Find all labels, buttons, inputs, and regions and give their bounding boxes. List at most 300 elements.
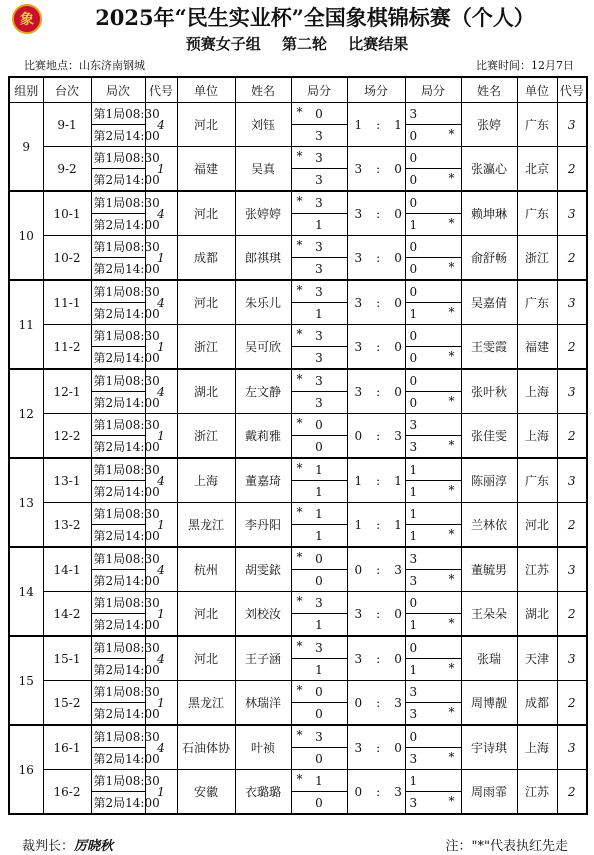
game-score: 3 [315, 350, 323, 365]
red-first-mark: * [448, 705, 455, 719]
game-score: 0 [409, 239, 418, 254]
red-first-mark: * [448, 171, 455, 185]
game-score-cell [405, 214, 461, 236]
match-score-part: 3 [394, 562, 402, 577]
match-score-part: : [376, 784, 381, 799]
match-score-part: : [376, 562, 381, 577]
match-score [347, 636, 405, 681]
game-score: 1 [409, 462, 418, 477]
game-score: 3 [315, 395, 323, 410]
session-time: 第2局14:00 [91, 481, 145, 503]
game-score-cell [291, 280, 347, 303]
game-score: 1 [409, 506, 418, 521]
board-number: 9-2 [43, 147, 91, 192]
session-time: 第2局14:00 [91, 792, 145, 815]
match-score-part: : [376, 295, 381, 310]
match-score [347, 681, 405, 726]
table-row [9, 147, 587, 169]
game-score: 1 [315, 217, 323, 232]
red-first-mark: * [296, 461, 303, 475]
left-unit: 石油体协 [177, 725, 235, 770]
right-unit: 成都 [517, 681, 557, 726]
game-score: 3 [315, 172, 323, 187]
game-score-cell [291, 592, 347, 614]
board-number: 11-1 [43, 280, 91, 325]
right-player-name: 宇诗琪 [461, 725, 517, 770]
match-score-part: 1 [394, 117, 402, 132]
left-unit: 浙江 [177, 325, 235, 370]
match-score-part: 0 [394, 651, 402, 666]
session-time: 第1局08:30 [91, 280, 145, 303]
right-player-name: 董毓男 [461, 547, 517, 592]
game-score: 0 [315, 751, 323, 766]
left-unit: 成都 [177, 236, 235, 281]
group-number: 13 [9, 458, 43, 547]
game-score-cell [405, 258, 461, 281]
game-score-cell [405, 280, 461, 303]
left-code: 4 [145, 369, 177, 414]
column-header: 单位 [517, 77, 557, 103]
red-first-mark: * [448, 305, 455, 319]
column-header: 组别 [9, 77, 43, 103]
session-time: 第2局14:00 [91, 347, 145, 370]
game-score-cell [291, 392, 347, 414]
game-score: 3 [315, 328, 323, 343]
group-number: 12 [9, 369, 43, 458]
left-code: 4 [145, 547, 177, 592]
match-score-part: : [376, 740, 381, 755]
left-player-name: 郎祺琪 [235, 236, 291, 281]
board-number: 10-2 [43, 236, 91, 281]
red-first-mark: * [448, 572, 455, 586]
game-score-cell [291, 748, 347, 770]
game-score: 1 [409, 617, 418, 632]
match-score-part: 0 [354, 428, 363, 443]
match-score-part: 1 [394, 473, 402, 488]
red-first-mark: * [296, 194, 303, 208]
game-score-cell [405, 503, 461, 525]
game-score: 1 [315, 506, 323, 521]
red-first-mark: * [296, 728, 303, 742]
game-score: 3 [409, 551, 418, 566]
match-score-part: : [376, 428, 381, 443]
session-time: 第2局14:00 [91, 748, 145, 770]
session-time: 第2局14:00 [91, 525, 145, 548]
red-first-mark: * [448, 260, 455, 274]
subtitle-round: 第二轮 [281, 35, 327, 53]
game-score-cell [405, 681, 461, 703]
right-player-name: 张婷 [461, 103, 517, 147]
game-score-cell [405, 458, 461, 481]
right-code: 2 [557, 236, 587, 281]
right-unit: 广东 [517, 280, 557, 325]
left-player-name: 张婷婷 [235, 191, 291, 236]
table-row [9, 191, 587, 214]
game-score: 1 [315, 462, 323, 477]
event-time: 比赛时间：12月7日 [476, 59, 574, 72]
game-score: 3 [315, 195, 323, 210]
left-unit: 河北 [177, 103, 235, 147]
game-score: 3 [409, 417, 418, 432]
match-score-part: 3 [394, 784, 402, 799]
match-score-part: 1 [394, 517, 402, 532]
right-player-name: 王朵朵 [461, 592, 517, 637]
session-time: 第2局14:00 [91, 570, 145, 592]
session-time: 第2局14:00 [91, 214, 145, 236]
game-score-cell [291, 703, 347, 726]
session-time: 第1局08:30 [91, 369, 145, 392]
match-score [347, 191, 405, 236]
game-score: 1 [315, 617, 323, 632]
group-number: 14 [9, 547, 43, 636]
right-player-name: 王雯霞 [461, 325, 517, 370]
right-player-name: 周雨霏 [461, 770, 517, 815]
table-row [9, 547, 587, 570]
match-score-part: 3 [354, 161, 363, 176]
right-player-name: 张佳雯 [461, 414, 517, 459]
game-score-cell [291, 481, 347, 503]
game-score-cell [291, 636, 347, 659]
game-score: 1 [409, 217, 418, 232]
right-player-name: 俞舒畅 [461, 236, 517, 281]
left-unit: 安徽 [177, 770, 235, 815]
right-player-name: 张叶秋 [461, 369, 517, 414]
game-score-cell [291, 681, 347, 703]
subtitle-results: 比赛结果 [348, 35, 409, 53]
red-first-mark: * [296, 238, 303, 252]
match-score-part: : [376, 250, 381, 265]
group-number: 11 [9, 280, 43, 369]
match-score [347, 236, 405, 281]
red-first-mark: * [448, 794, 455, 808]
game-score-cell [291, 792, 347, 815]
match-score-part: 1 [354, 117, 363, 132]
table-row [9, 280, 587, 303]
board-number: 13-2 [43, 503, 91, 548]
game-score: 3 [409, 684, 418, 699]
match-score-part: 3 [354, 384, 363, 399]
right-unit: 上海 [517, 369, 557, 414]
footnote: 注："*"代表执红先走 [445, 839, 568, 854]
session-time: 第1局08:30 [91, 681, 145, 703]
game-score: 3 [409, 706, 418, 721]
left-unit: 河北 [177, 280, 235, 325]
session-time: 第1局08:30 [91, 458, 145, 481]
match-score-part: 3 [354, 606, 363, 621]
group-number: 16 [9, 725, 43, 814]
left-code: 4 [145, 191, 177, 236]
game-score: 3 [409, 795, 418, 810]
right-player-name: 陈丽淳 [461, 458, 517, 503]
game-score-cell [291, 303, 347, 325]
board-number: 12-2 [43, 414, 91, 459]
match-score-part: 3 [394, 695, 402, 710]
right-player-name: 周博靓 [461, 681, 517, 726]
right-code: 2 [557, 147, 587, 192]
game-score: 3 [315, 261, 323, 276]
game-score-cell [405, 191, 461, 214]
left-player-name: 吴可欣 [235, 325, 291, 370]
game-score-cell [405, 770, 461, 792]
game-score-cell [405, 392, 461, 414]
left-player-name: 董嘉琦 [235, 458, 291, 503]
match-score-part: : [376, 206, 381, 221]
right-unit: 江苏 [517, 547, 557, 592]
referee [22, 835, 113, 854]
red-first-mark: * [448, 483, 455, 497]
right-code: 3 [557, 725, 587, 770]
match-score-part: : [376, 606, 381, 621]
table-row [9, 636, 587, 659]
game-score: 0 [315, 795, 323, 810]
game-score: 0 [315, 551, 323, 566]
game-score-cell [405, 725, 461, 748]
left-unit: 黑龙江 [177, 681, 235, 726]
game-score-cell [291, 547, 347, 570]
red-first-mark: * [448, 394, 455, 408]
session-time: 第2局14:00 [91, 258, 145, 281]
session-time: 第2局14:00 [91, 614, 145, 637]
game-score-cell [405, 792, 461, 815]
left-code: 4 [145, 280, 177, 325]
column-header: 单位 [177, 77, 235, 103]
match-score-part: 3 [394, 428, 402, 443]
game-score-cell [405, 347, 461, 370]
table-row [9, 369, 587, 392]
left-unit: 河北 [177, 636, 235, 681]
left-player-name: 衣璐璐 [235, 770, 291, 815]
match-score [347, 503, 405, 548]
session-time: 第1局08:30 [91, 325, 145, 347]
match-score [347, 458, 405, 503]
right-unit: 广东 [517, 103, 557, 147]
session-time: 第2局14:00 [91, 392, 145, 414]
session-time: 第2局14:00 [91, 703, 145, 726]
left-player-name: 朱乐儿 [235, 280, 291, 325]
session-time: 第1局08:30 [91, 414, 145, 436]
column-header: 姓名 [461, 77, 517, 103]
game-score-cell [291, 436, 347, 459]
match-score-part: 0 [394, 206, 402, 221]
right-unit: 浙江 [517, 236, 557, 281]
red-first-mark: * [448, 127, 455, 141]
game-score-cell [405, 147, 461, 169]
table-row [9, 325, 587, 347]
game-score: 0 [315, 439, 323, 454]
game-score: 0 [315, 706, 323, 721]
logo-glyph: 象 [20, 12, 34, 28]
right-code: 2 [557, 681, 587, 726]
match-score-part: : [376, 517, 381, 532]
table-row [9, 103, 587, 125]
game-score: 1 [315, 662, 323, 677]
game-score-cell [405, 614, 461, 637]
left-player-name: 刘钰 [235, 103, 291, 147]
game-score-cell [405, 636, 461, 659]
red-first-mark: * [296, 639, 303, 653]
left-code: 4 [145, 725, 177, 770]
match-score [347, 103, 405, 147]
game-score: 1 [315, 528, 323, 543]
left-player-name: 李丹阳 [235, 503, 291, 548]
game-score: 1 [315, 306, 323, 321]
game-score-cell [291, 725, 347, 748]
left-code: 1 [145, 236, 177, 281]
session-time: 第2局14:00 [91, 125, 145, 147]
referee-name: 厉晓秋 [74, 839, 114, 854]
game-score-cell [405, 547, 461, 570]
left-code: 1 [145, 503, 177, 548]
red-first-mark: * [448, 349, 455, 363]
game-score-cell [405, 703, 461, 726]
session-time: 第1局08:30 [91, 236, 145, 258]
board-number: 13-1 [43, 458, 91, 503]
match-score-part: 1 [354, 473, 363, 488]
match-score-part: : [376, 384, 381, 399]
red-first-mark: * [296, 505, 303, 519]
game-score: 1 [409, 662, 418, 677]
page-footer [0, 832, 594, 854]
game-score: 0 [409, 195, 418, 210]
game-score: 0 [315, 573, 323, 588]
match-score [347, 547, 405, 592]
right-player-name: 兰林依 [461, 503, 517, 548]
game-score: 0 [409, 595, 418, 610]
game-score-cell [291, 125, 347, 147]
board-number: 15-2 [43, 681, 91, 726]
event-logo [12, 4, 42, 34]
red-first-mark: * [448, 438, 455, 452]
match-score-part: 0 [394, 384, 402, 399]
game-score-cell [291, 214, 347, 236]
match-score-part: 3 [354, 339, 363, 354]
right-unit: 北京 [517, 147, 557, 192]
game-score: 3 [315, 150, 323, 165]
left-unit: 河北 [177, 191, 235, 236]
game-score: 3 [315, 128, 323, 143]
column-header: 代号 [145, 77, 177, 103]
right-unit: 河北 [517, 503, 557, 548]
game-score-cell [291, 414, 347, 436]
red-first-mark: * [296, 283, 303, 297]
left-unit: 上海 [177, 458, 235, 503]
right-unit: 广东 [517, 191, 557, 236]
left-code: 4 [145, 636, 177, 681]
red-first-mark: * [448, 750, 455, 764]
session-time: 第1局08:30 [91, 547, 145, 570]
game-score: 3 [409, 751, 418, 766]
right-player-name: 张瑞 [461, 636, 517, 681]
red-first-mark: * [296, 594, 303, 608]
board-number: 14-2 [43, 592, 91, 637]
game-score: 0 [409, 284, 418, 299]
game-score-cell [405, 748, 461, 770]
game-score: 0 [315, 106, 323, 121]
match-score-part: 0 [394, 606, 402, 621]
game-score: 3 [315, 373, 323, 388]
game-score-cell [405, 481, 461, 503]
session-time: 第1局08:30 [91, 103, 145, 125]
left-code: 1 [145, 770, 177, 815]
game-score: 1 [315, 773, 323, 788]
game-score-cell [291, 525, 347, 548]
red-first-mark: * [448, 216, 455, 230]
game-score-cell [291, 147, 347, 169]
table-row [9, 725, 587, 748]
table-row [9, 458, 587, 481]
page-header [0, 0, 594, 58]
column-header: 局次 [91, 77, 145, 103]
game-score-cell [405, 303, 461, 325]
right-player-name: 赖坤琳 [461, 191, 517, 236]
left-player-name: 左文静 [235, 369, 291, 414]
match-score-part: 0 [354, 695, 363, 710]
game-score-cell [405, 525, 461, 548]
event-info [10, 57, 584, 73]
left-code: 1 [145, 325, 177, 370]
right-unit: 上海 [517, 725, 557, 770]
game-score-cell [291, 570, 347, 592]
right-code: 3 [557, 636, 587, 681]
right-code: 2 [557, 325, 587, 370]
game-score: 0 [409, 128, 418, 143]
game-score-cell [291, 770, 347, 792]
game-score-cell [405, 414, 461, 436]
right-code: 3 [557, 191, 587, 236]
game-score: 0 [409, 172, 418, 187]
game-score-cell [405, 325, 461, 347]
red-first-mark: * [448, 661, 455, 675]
group-number: 15 [9, 636, 43, 725]
left-player-name: 戴莉雅 [235, 414, 291, 459]
right-player-name: 张瀛心 [461, 147, 517, 192]
game-score: 0 [409, 150, 418, 165]
match-score-part: 0 [354, 784, 363, 799]
game-score: 1 [409, 528, 418, 543]
red-first-mark: * [448, 527, 455, 541]
match-score-part: : [376, 339, 381, 354]
right-unit: 湖北 [517, 592, 557, 637]
right-unit: 福建 [517, 325, 557, 370]
page-title: 2025年“民生实业杯”全国象棋锦标赛（个人） [95, 5, 535, 30]
red-first-mark: * [296, 550, 303, 564]
match-score-part: : [376, 117, 381, 132]
column-header: 局分 [291, 77, 347, 103]
left-code: 1 [145, 414, 177, 459]
red-first-mark: * [296, 105, 303, 119]
board-number: 11-2 [43, 325, 91, 370]
left-player-name: 吴真 [235, 147, 291, 192]
board-number: 16-2 [43, 770, 91, 815]
game-score-cell [291, 191, 347, 214]
group-number: 9 [9, 103, 43, 192]
red-first-mark: * [296, 683, 303, 697]
match-score-part: 0 [394, 161, 402, 176]
game-score: 3 [315, 239, 323, 254]
match-score [347, 280, 405, 325]
game-score: 3 [315, 284, 323, 299]
match-score-part: 0 [394, 339, 402, 354]
table-row [9, 770, 587, 792]
game-score-cell [405, 369, 461, 392]
left-player-name: 林瑞洋 [235, 681, 291, 726]
right-code: 3 [557, 547, 587, 592]
game-score-cell [405, 236, 461, 258]
column-header: 代号 [557, 77, 587, 103]
column-header: 台次 [43, 77, 91, 103]
red-first-mark: * [296, 772, 303, 786]
results-table [8, 76, 588, 815]
